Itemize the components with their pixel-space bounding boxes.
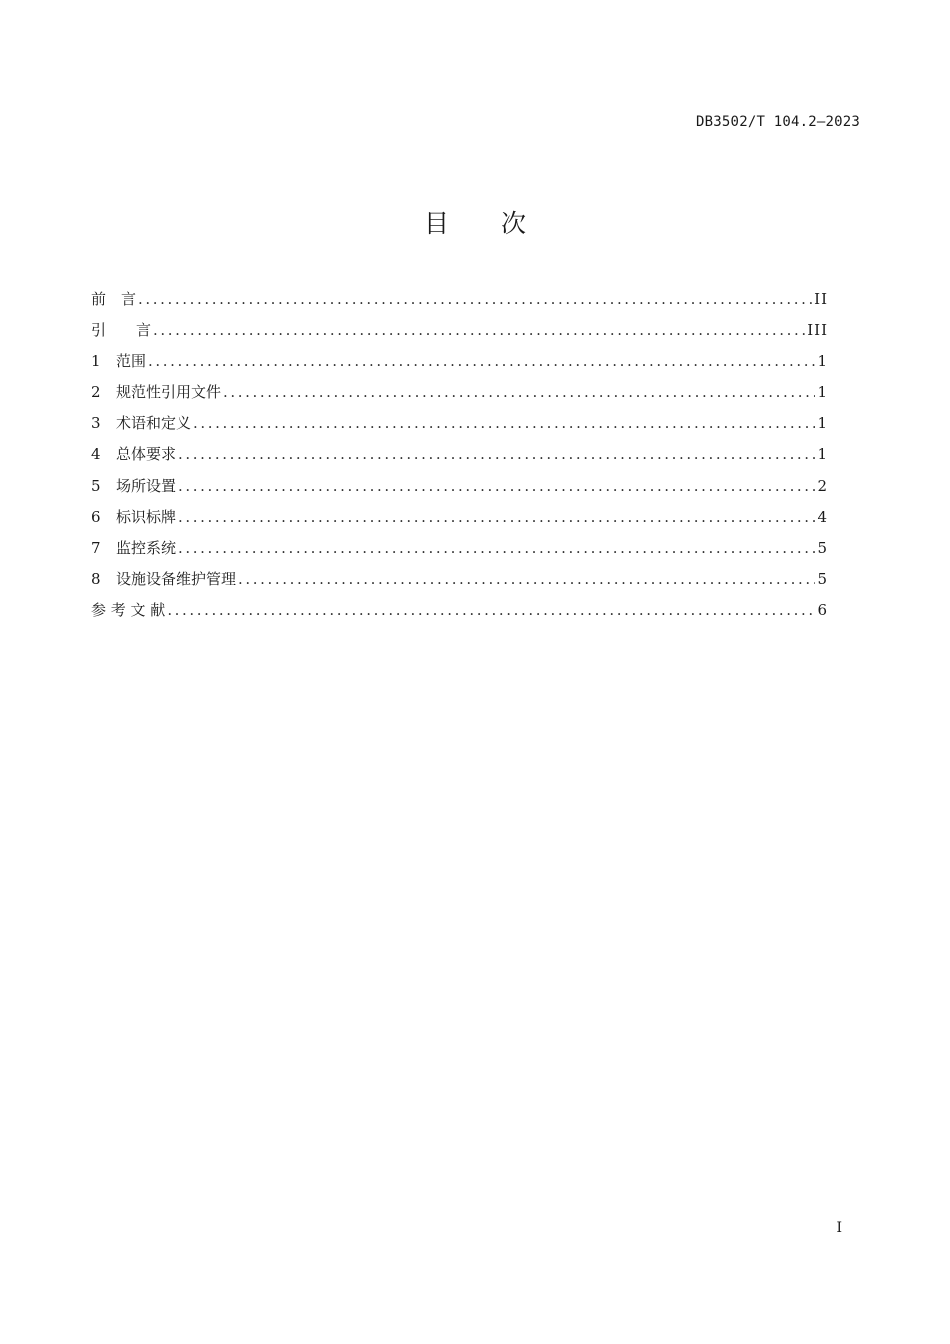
toc-leader-dots xyxy=(178,533,815,564)
toc-entry-general-requirements[interactable] xyxy=(91,439,828,470)
toc-entry-label: 前 言 xyxy=(91,290,137,308)
toc-entry-introduction[interactable] xyxy=(91,315,828,346)
toc-leader-dots xyxy=(238,564,815,595)
toc-entry-number: 1 xyxy=(91,352,101,371)
toc-entry-page: III xyxy=(807,321,828,340)
toc-entry-label xyxy=(91,439,176,470)
toc-entry-maintenance[interactable] xyxy=(91,564,828,595)
toc-leader-dots xyxy=(178,439,815,470)
toc-entry-label xyxy=(91,502,176,533)
toc-leader-dots xyxy=(153,315,805,346)
toc-entry-label xyxy=(91,346,146,377)
toc-entry-signage[interactable] xyxy=(91,502,828,533)
toc-leader-dots xyxy=(178,502,815,533)
toc-entry-number: 7 xyxy=(91,538,101,557)
page-number: I xyxy=(836,1220,842,1236)
toc-entry-text: 设施设备维护管理 xyxy=(116,569,237,588)
toc-entry-page: 1 xyxy=(817,383,828,402)
toc-entry-page: 4 xyxy=(817,507,828,526)
toc-entry-bibliography[interactable] xyxy=(91,595,828,626)
toc-entry-page: 1 xyxy=(817,352,828,371)
toc-entry-number: 6 xyxy=(91,507,101,526)
toc-title: 目 次 xyxy=(424,209,548,238)
toc-entry-number: 5 xyxy=(91,476,101,495)
toc-entry-page: 2 xyxy=(817,476,828,495)
toc-entry-page: 1 xyxy=(817,414,828,433)
toc-entry-text: 监控系统 xyxy=(116,538,177,557)
toc-entry-label xyxy=(91,408,191,439)
toc-entry-number: 3 xyxy=(91,414,101,433)
document-code: DB3502/T 104.2—2023 xyxy=(696,114,860,130)
toc-entry-monitoring-system[interactable] xyxy=(91,533,828,564)
toc-leader-dots xyxy=(167,595,815,626)
toc-entry-text: 范围 xyxy=(116,352,147,371)
toc-entry-label xyxy=(91,471,176,502)
table-of-contents xyxy=(91,284,828,626)
toc-entry-label xyxy=(91,533,176,564)
toc-entry-page: 6 xyxy=(817,600,828,619)
toc-entry-number: 2 xyxy=(91,383,101,402)
toc-entry-label xyxy=(91,564,236,595)
toc-entry-page: 5 xyxy=(817,569,828,588)
toc-leader-dots xyxy=(148,346,815,377)
toc-entry-text: 总体要求 xyxy=(116,445,177,464)
toc-entry-text: 标识标牌 xyxy=(116,507,177,526)
toc-entry-normative-references[interactable] xyxy=(91,377,828,408)
toc-leader-dots xyxy=(138,284,812,315)
toc-entry-terms-definitions[interactable] xyxy=(91,408,828,439)
toc-entry-label xyxy=(91,377,221,408)
toc-entry-text: 场所设置 xyxy=(116,476,177,495)
toc-entry-site-setup[interactable] xyxy=(91,471,828,502)
toc-entry-foreword[interactable] xyxy=(91,284,828,315)
toc-leader-dots xyxy=(193,408,815,439)
toc-entry-page: 1 xyxy=(817,445,828,464)
toc-entry-label: 引 言 xyxy=(91,321,152,340)
toc-entry-page: II xyxy=(814,290,828,308)
toc-entry-text: 规范性引用文件 xyxy=(116,383,222,402)
toc-entry-text: 术语和定义 xyxy=(116,414,192,433)
toc-entry-scope[interactable] xyxy=(91,346,828,377)
toc-leader-dots xyxy=(178,471,815,502)
toc-entry-number: 4 xyxy=(91,445,101,464)
toc-entry-number: 8 xyxy=(91,569,101,588)
toc-entry-label: 参 考 文 献 xyxy=(91,600,166,619)
toc-entry-page: 5 xyxy=(817,538,828,557)
toc-leader-dots xyxy=(223,377,815,408)
